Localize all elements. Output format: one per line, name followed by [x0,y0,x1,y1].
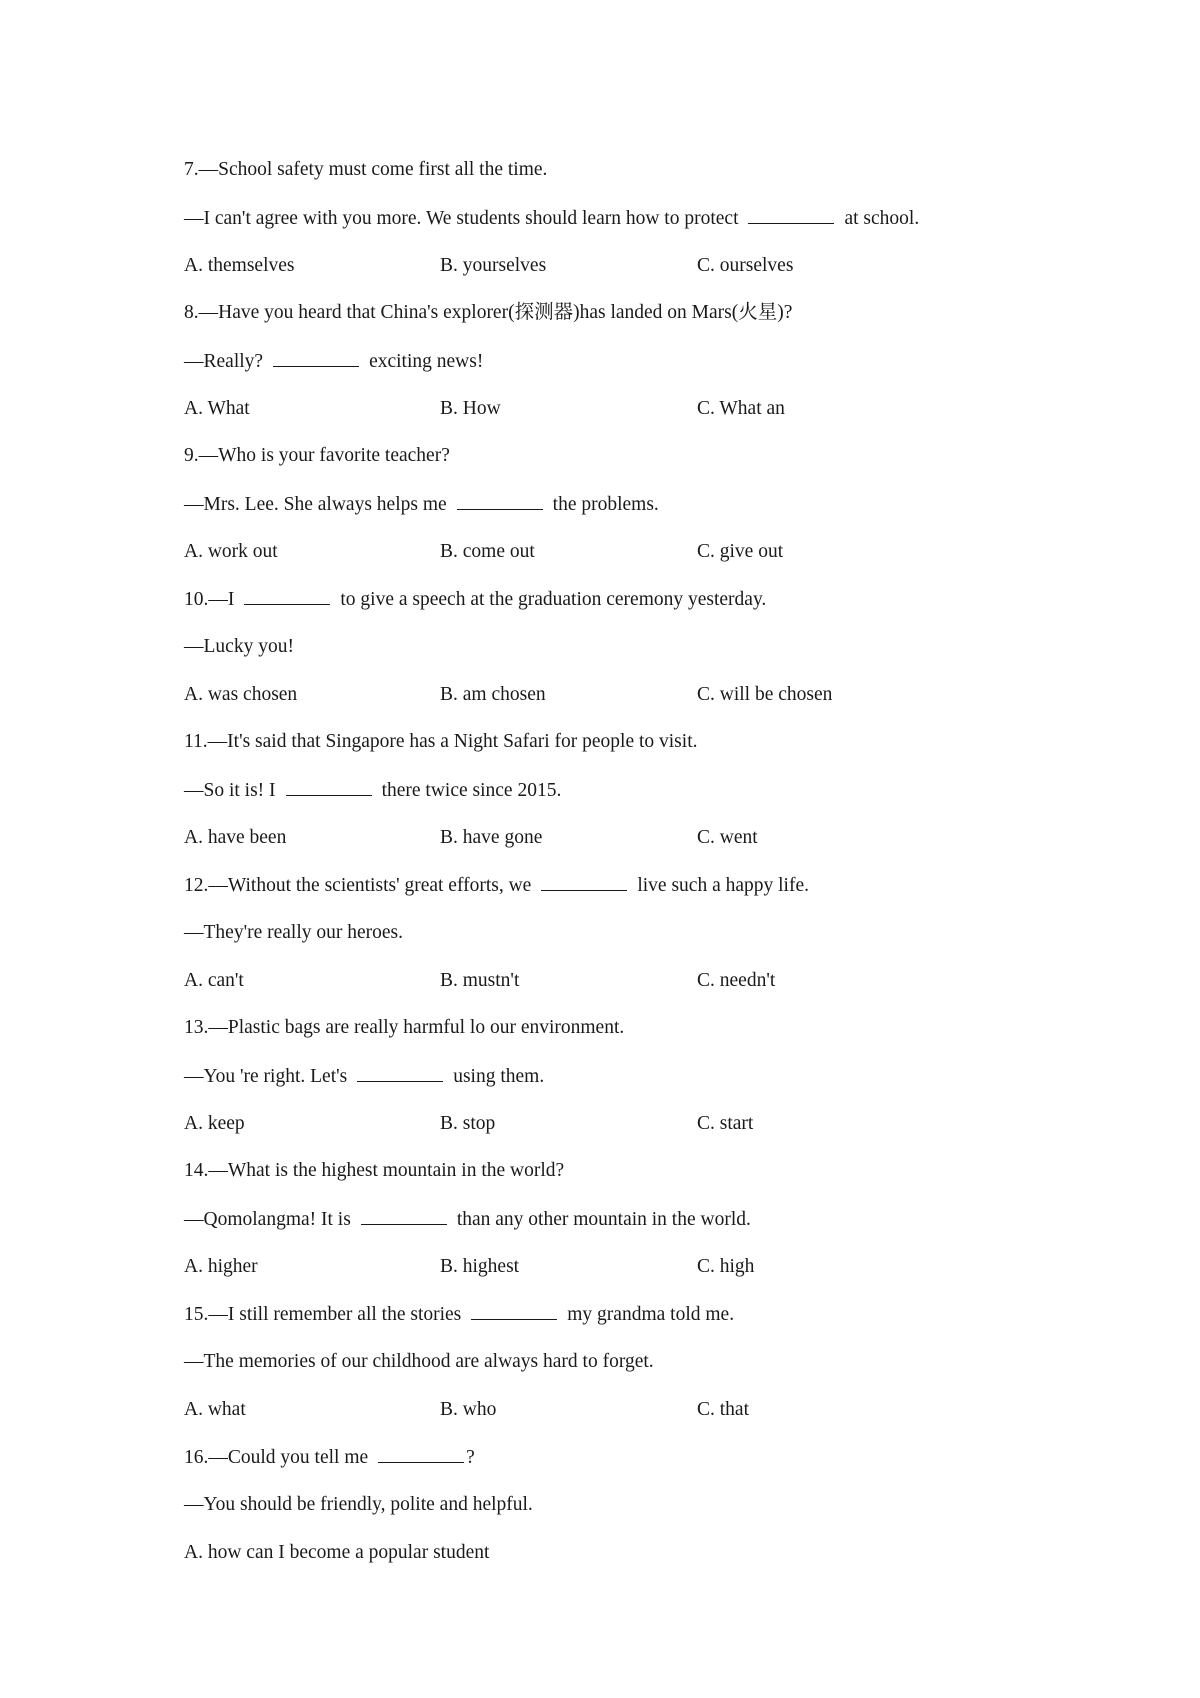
question-15-option-b: B. who [440,1399,497,1420]
question-8-stem: 8.—Have you heard that China's explorer(探测器)has landed on Mars(火星)? [184,302,793,323]
question-13-stem: 13.—Plastic bags are really harmful lo our environment. [184,1017,625,1038]
question-10-reply: —Lucky you! [184,636,294,657]
question-16-stem: 16.—Could you tell me ? [184,1447,475,1468]
question-15-stem: 15.—I still remember all the stories my grandma told me. [184,1304,735,1325]
question-16-reply: —You should be friendly, polite and helpful. [184,1494,533,1515]
question-11-reply: —So it is! I there twice since 2015. [184,780,562,801]
question-8-option-c: C. What an [697,398,785,419]
question-12-option-c: C. needn't [697,970,776,991]
answer-blank [357,1064,443,1082]
question-14-option-b: B. highest [440,1256,520,1277]
question-7-option-b: B. yourselves [440,255,547,276]
answer-blank [457,492,543,510]
answer-blank [273,349,359,367]
question-9-reply: —Mrs. Lee. She always helps me the problems. [184,494,659,515]
question-11-stem: 11.—It's said that Singapore has a Night Safari for people to visit. [184,731,698,752]
question-12-option-b: B. mustn't [440,970,520,991]
question-7-stem: 7.—School safety must come first all the time. [184,159,548,180]
question-11-option-c: C. went [697,827,758,848]
question-10-option-a: A. was chosen [184,684,298,705]
question-14-option-a: A. higher [184,1256,258,1277]
answer-blank [244,587,330,605]
question-9-option-b: B. come out [440,541,535,562]
question-16-option-a: A. how can I become a popular student [184,1542,490,1563]
answer-blank [541,873,627,891]
question-10-stem: 10.—I to give a speech at the graduation ceremony yesterday. [184,589,767,610]
question-10-option-b: B. am chosen [440,684,546,705]
question-9-option-a: A. work out [184,541,278,562]
question-11-option-b: B. have gone [440,827,543,848]
answer-blank [361,1207,447,1225]
question-15-reply: —The memories of our childhood are always hard to forget. [184,1351,654,1372]
question-12-stem: 12.—Without the scientists' great efforts, we live such a happy life. [184,875,809,896]
question-7-reply: —I can't agree with you more. We students should learn how to protect at school. [184,208,920,229]
question-14-stem: 14.—What is the highest mountain in the world? [184,1160,565,1181]
answer-blank [286,778,372,796]
question-8-option-a: A. What [184,398,250,419]
answer-blank [378,1445,464,1463]
question-10-option-c: C. will be chosen [697,684,833,705]
question-13-reply: —You 're right. Let's using them. [184,1066,545,1087]
question-12-reply: —They're really our heroes. [184,922,404,943]
question-8-reply: —Really? exciting news! [184,351,484,372]
question-13-option-c: C. start [697,1113,754,1134]
answer-blank [471,1302,557,1320]
question-15-option-a: A. what [184,1399,246,1420]
question-14-reply: —Qomolangma! It is than any other mountain in the world. [184,1209,751,1230]
question-7-option-c: C. ourselves [697,255,794,276]
question-7-option-a: A. themselves [184,255,295,276]
question-14-option-c: C. high [697,1256,755,1277]
question-12-option-a: A. can't [184,970,244,991]
question-9-option-c: C. give out [697,541,784,562]
question-15-option-c: C. that [697,1399,749,1420]
question-9-stem: 9.—Who is your favorite teacher? [184,445,450,466]
question-11-option-a: A. have been [184,827,287,848]
question-13-option-a: A. keep [184,1113,245,1134]
question-8-option-b: B. How [440,398,501,419]
question-13-option-b: B. stop [440,1113,496,1134]
answer-blank [748,206,834,224]
